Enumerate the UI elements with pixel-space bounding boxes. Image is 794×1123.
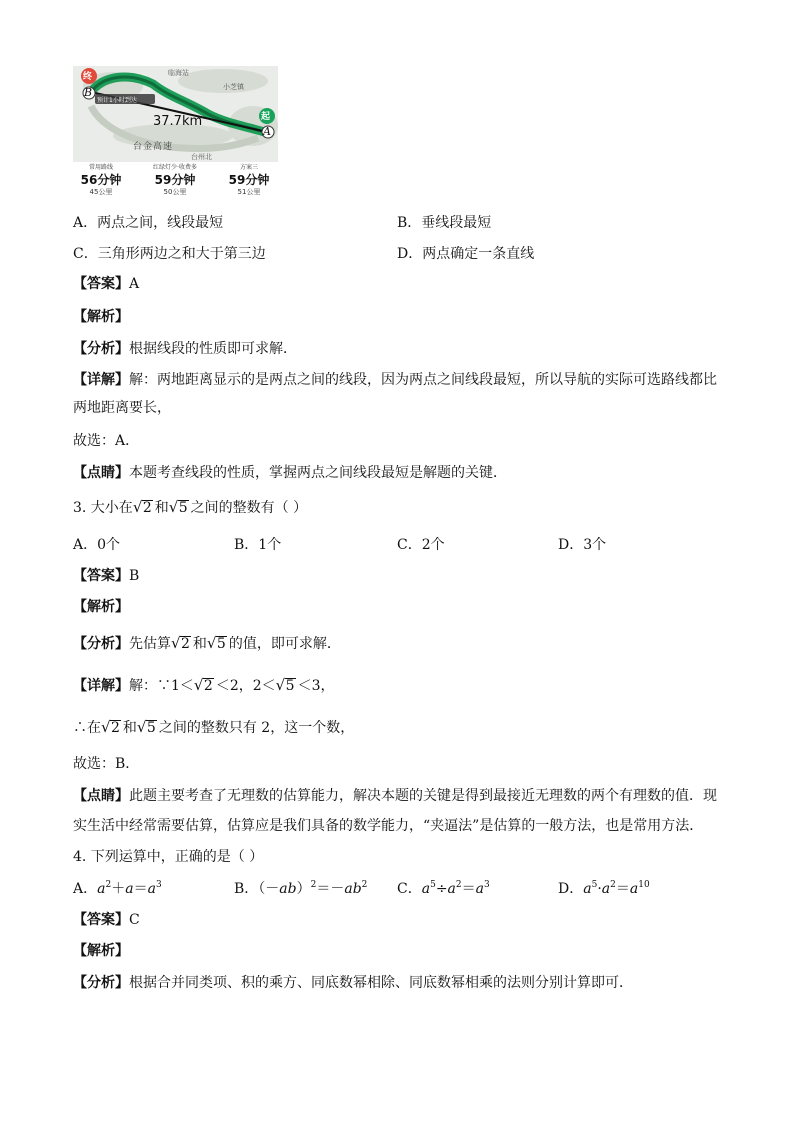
fenxi-tag: 【分析】 — [73, 975, 129, 991]
xiangjie-tag: 【详解】 — [73, 678, 129, 694]
fenxi-post: 的值，即可求解． — [228, 636, 341, 652]
route-distance: 51公里 — [237, 188, 261, 196]
road-label: 台金高速 — [133, 142, 174, 152]
sqrt-2: √ 2 — [171, 634, 190, 652]
q4-analysis-heading — [73, 942, 129, 960]
sqrt-2: √ 2 — [132, 498, 152, 516]
sqrt-5: √ 5 — [168, 498, 188, 516]
answer-value: A — [129, 276, 140, 292]
q3-option-c: C．2个 — [397, 537, 445, 553]
analysis-tag: 【解析】 — [73, 309, 129, 325]
q3-choose: 故选：B． — [73, 756, 140, 772]
q4-option-a: A．$a^2+a=a^3$ — [73, 880, 162, 897]
q3-xiangjie — [73, 677, 335, 695]
q2-choose: 故选：A． — [73, 433, 140, 449]
place-label: 小芝镇 — [223, 83, 244, 91]
q4-option-d: D．$a^5\cdot a^2=a^{10}$ — [558, 880, 650, 897]
sqrt-5: √ 5 — [206, 634, 226, 652]
q4-answer — [73, 911, 140, 929]
fenxi-tag: 【分析】 — [73, 341, 129, 357]
q2-xiangjie — [73, 371, 717, 389]
fenxi-text: 根据线段的性质即可求解． — [129, 341, 297, 357]
q3-stem-pre: 3. 大小在 — [73, 500, 133, 516]
q3-option-d: D．3个 — [558, 537, 607, 553]
xiangjie-pre: 解：∵1＜ — [129, 678, 194, 694]
radicand: 2 — [111, 720, 120, 736]
q2-option-d: D．两点确定一条直线 — [397, 246, 535, 262]
q3-dianjing-cont: 实生活中经常需要估算，估算应是我们具备的数学能力，“夹逼法”是估算的一般方法，也是常用方法． — [73, 818, 704, 834]
q2-option-b: B．垂线段最短 — [397, 215, 492, 231]
q3-analysis-heading — [73, 598, 129, 616]
answer-tag: 【答案】 — [73, 912, 129, 928]
answer-tag: 【答案】 — [73, 568, 129, 584]
q3-therefore — [73, 719, 354, 737]
radicand: 2 — [203, 678, 213, 694]
radicand: 2 — [142, 500, 152, 516]
sqrt-2: √ 2 — [193, 676, 213, 694]
dianjing-tag: 【点睛】 — [73, 465, 129, 481]
xiangjie-mid: ＜2，2＜ — [215, 678, 276, 694]
route-caption: 方案三 — [239, 164, 258, 171]
q2-option-a: A．两点之间，线段最短 — [73, 215, 224, 231]
dianjing-text: 此题主要考查了无理数的估算能力，解决本题的关键是得到最接近无理数的两个有理数的值．现 — [129, 788, 717, 804]
distance-label: 37.7km — [153, 114, 203, 129]
radicand: 5 — [178, 500, 188, 516]
route-time: 59分钟 — [154, 173, 196, 187]
end-badge-label: 终 — [83, 72, 93, 82]
radicand: 5 — [146, 720, 156, 736]
q3-stem-and: 和 — [154, 500, 169, 516]
q2-analysis-heading — [73, 308, 129, 326]
q3-fenxi — [73, 635, 341, 653]
route-distance: 50公里 — [163, 188, 187, 196]
q3-option-a: A．0个 — [73, 537, 121, 553]
radicand: 5 — [285, 678, 295, 694]
dianjing-text: 本题考查线段的性质，掌握两点之间线段最短是解题的关键． — [129, 465, 507, 481]
route-option — [141, 164, 209, 197]
xiangjie-tag: 【详解】 — [73, 372, 129, 388]
q3-stem — [73, 499, 307, 517]
route-distance: 45公里 — [89, 188, 113, 196]
q4-option-b: B．$(-ab)^2=-ab^2$ — [234, 880, 368, 897]
analysis-tag: 【解析】 — [73, 599, 129, 615]
answer-value: C — [129, 912, 140, 928]
route-caption: 常用路线 — [88, 164, 113, 171]
point-a-label: A — [263, 125, 271, 138]
sqrt-5: √ 5 — [275, 676, 295, 694]
fenxi-text: 根据合并同类项、积的乘方、同底数幂相除、同底数幂相乘的法则分别计算即可． — [129, 975, 633, 991]
navigation-map — [73, 66, 278, 162]
therefore-post: 之间的整数只有 2，这一个数， — [158, 720, 355, 736]
xiangjie-text: 解：两地距离显示的是两点之间的线段，因为两点之间线段最短，所以导航的实际可选路线都比 — [129, 372, 717, 388]
route-option — [67, 164, 135, 197]
radicand: 5 — [216, 636, 226, 652]
q4-fenxi — [73, 974, 633, 992]
analysis-tag: 【解析】 — [73, 943, 129, 959]
q2-answer — [73, 275, 139, 293]
route-option — [215, 164, 283, 197]
q2-xiangjie-cont: 两地距离要长， — [73, 400, 171, 416]
route-time: 56分钟 — [80, 173, 122, 187]
q3-option-b: B．1个 — [234, 537, 282, 553]
route-caption: 红绿灯少·收费多 — [153, 164, 197, 171]
sqrt-5: √ 5 — [136, 718, 156, 736]
sqrt-2: √ 2 — [101, 718, 120, 736]
fenxi-pre: 先估算 — [129, 636, 171, 652]
q2-fenxi — [73, 340, 297, 358]
point-b-label: B — [84, 86, 93, 99]
fenxi-tag: 【分析】 — [73, 636, 129, 652]
xiangjie-post: ＜3， — [297, 678, 335, 694]
dianjing-tag: 【点睛】 — [73, 788, 129, 804]
answer-value: B — [129, 568, 140, 584]
q3-dianjing — [73, 787, 717, 805]
fenxi-and: 和 — [192, 636, 207, 652]
q3-answer — [73, 567, 139, 585]
answer-tag: 【答案】 — [73, 276, 129, 292]
therefore-and: 和 — [122, 720, 137, 736]
station-label: 临海站 — [168, 69, 189, 77]
q3-stem-post: 之间的整数有（ ） — [190, 500, 308, 516]
route-time: 59分钟 — [228, 173, 270, 187]
q4-stem: 4. 下列运算中，正确的是（ ） — [73, 849, 264, 865]
place-label-2: 台州北 — [191, 153, 212, 161]
q2-dianjing — [73, 464, 507, 482]
radicand: 2 — [181, 636, 190, 652]
q2-option-c: C．三角形两边之和大于第三边 — [73, 246, 266, 262]
therefore-pre: ∴在 — [73, 720, 101, 736]
start-badge-label: 起 — [261, 112, 271, 122]
route-tip: 预计1小时到达 — [97, 97, 137, 104]
q4-option-c: C．$a^5\div a^2=a^3$ — [397, 880, 490, 897]
